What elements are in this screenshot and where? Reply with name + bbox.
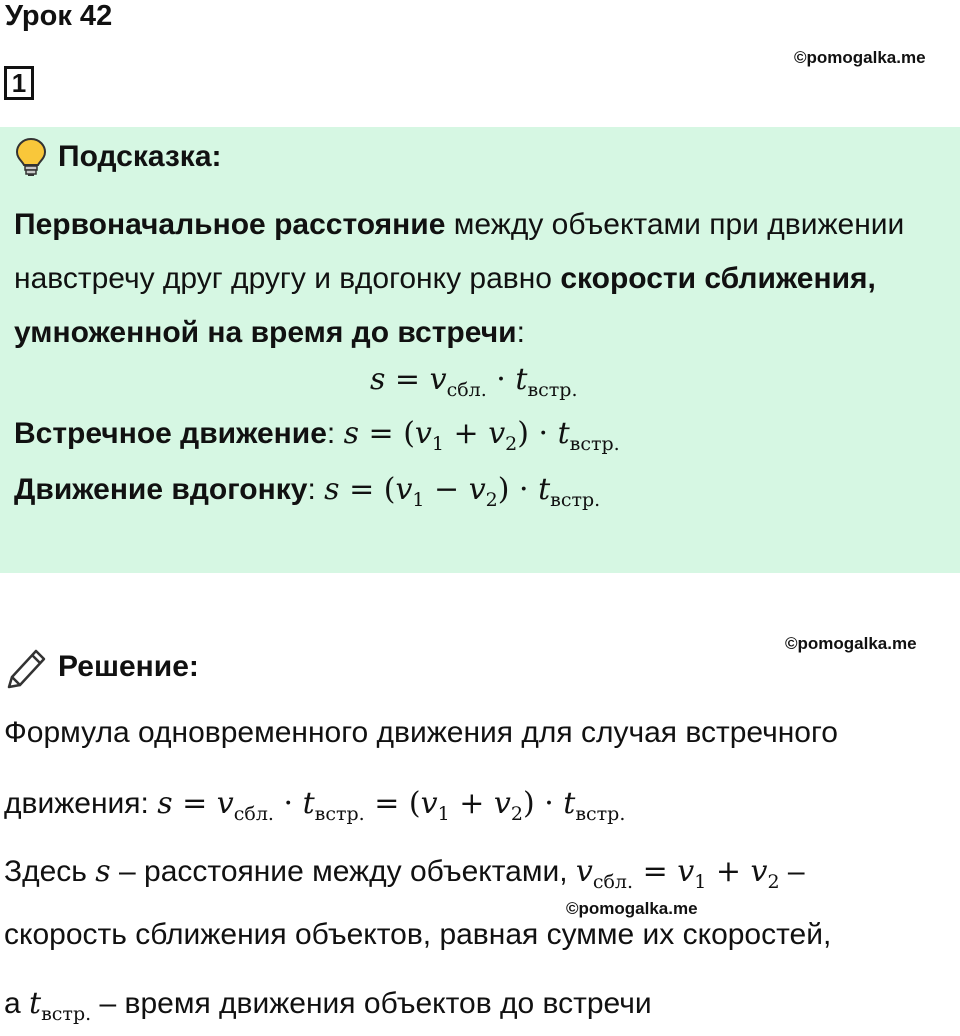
dot: · — [486, 362, 516, 397]
lesson-title: Урок 42 — [5, 0, 113, 32]
hint-paragraph — [14, 198, 949, 360]
solution-heading — [6, 645, 199, 689]
hint-term: Первоначальное расстояние — [14, 208, 446, 241]
solution-line-2: движения: $s = v_{сбл.} \cdot t_{встр.} = (v_1 + v_2) \cdot t_{встр.}$ — [4, 786, 626, 825]
pencil-icon — [6, 645, 48, 689]
hint-colon: : — [516, 316, 525, 349]
hint-text: между объектами при движении навстречу друг другу и вдогонку равно — [14, 208, 905, 295]
var-t: t — [515, 362, 528, 397]
solution-line-5: а $t_{встр.}$ – время движения объектов до встречи — [4, 986, 652, 1025]
watermark: ©pomogalka.me — [794, 48, 926, 67]
watermark: ©pomogalka.me — [566, 899, 698, 918]
hint-heading — [14, 137, 222, 177]
label-meeting: Встречное движение — [14, 417, 327, 450]
formula-main — [370, 362, 578, 401]
solution-heading-label: Решение: — [58, 650, 199, 683]
formula-s-v: s = v — [370, 362, 447, 397]
solution-line-1: Формула одновременного движения для случая встречного — [4, 716, 838, 749]
task-number: 1 — [4, 66, 34, 100]
solution-line-3: Здесь s – расстояние между объектами, $v_{сбл.} = v_1 + v_2$ – — [4, 854, 805, 893]
sub-vstr: встр. — [527, 379, 578, 401]
hint-definition: скорости сближения, умноженной на время до встречи — [14, 262, 876, 349]
watermark: ©pomogalka.me — [785, 634, 917, 653]
formula-meeting: Встречное движение: $s = (v_1 + v_2) \cdot t_{встр.}$ — [14, 416, 620, 455]
sub-sbl: сбл. — [446, 379, 487, 401]
label-chase: Движение вдогонку — [14, 473, 308, 506]
formula-chase: Движение вдогонку: $s = (v_1 - v_2) \cdot t_{встр.}$ — [14, 472, 601, 511]
lightbulb-icon — [14, 137, 48, 177]
solution-line-4: скорость сближения объектов, равная сумме их скоростей, — [4, 918, 832, 951]
hint-heading-label: Подсказка: — [58, 140, 222, 173]
